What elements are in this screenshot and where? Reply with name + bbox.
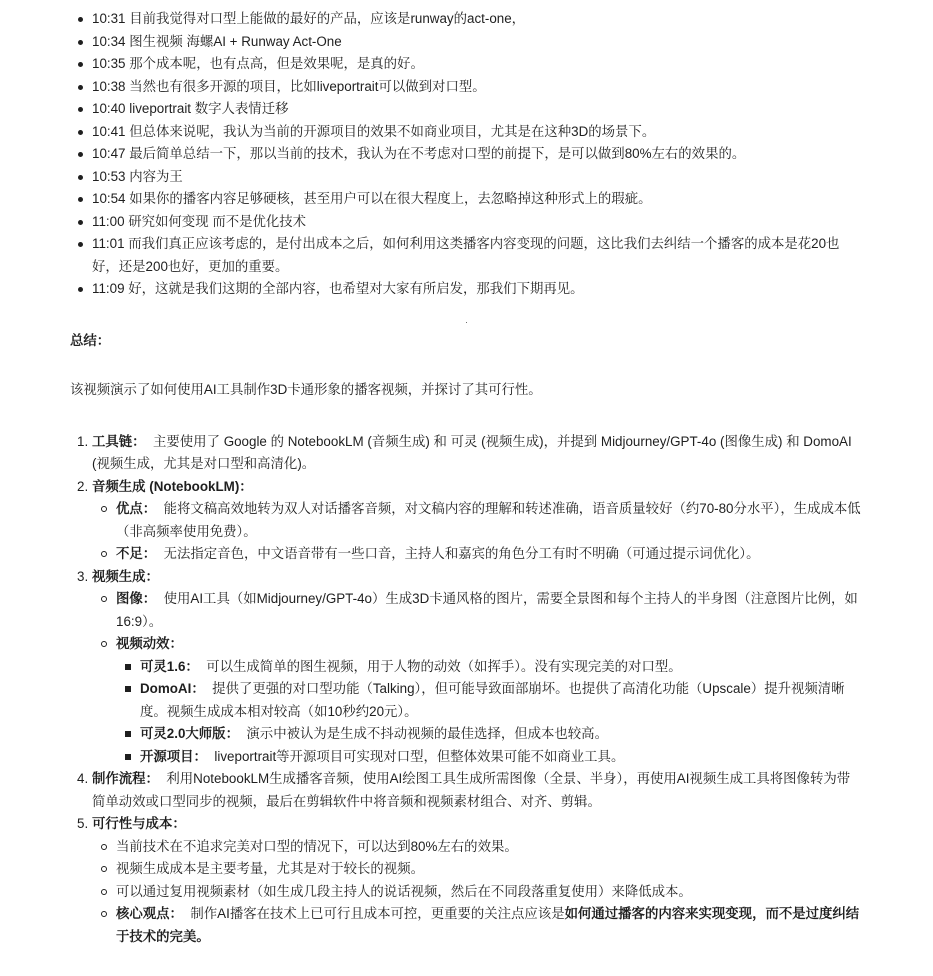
- sub-text: 制作AI播客在技术上已可行且成本可控，更重要的关注点应该是: [190, 906, 565, 921]
- timeline-text: 好，这就是我们这期的全部内容，也希望对大家有所启发，那我们下期再见。: [128, 281, 584, 296]
- list-number: 1.: [77, 433, 89, 449]
- list-item: [77, 813, 863, 948]
- timeline-item: [92, 166, 863, 189]
- sub-label: 图像：: [116, 591, 157, 606]
- sub-text: 视频生成成本是主要考量，尤其是对于较长的视频。: [116, 861, 424, 876]
- summary-heading: 总结：: [70, 332, 111, 348]
- timeline-item: [92, 53, 863, 76]
- item-text: 主要使用了 Google 的 NotebookLM (音频生成) 和 可灵 (视频生成)，并提到 Midjourney/GPT-4o (图像生成) 和 DomoAI (视频生成，尤其是对口型和高清化)。: [92, 433, 852, 471]
- timeline-text: 最后简单总结一下，那以当前的技术，我认为在不考虑对口型的前提下，是可以做到80%左右的效果的。: [129, 146, 746, 161]
- list-number: 3.: [77, 568, 89, 584]
- list-item: [77, 431, 863, 476]
- subsub-item: [140, 678, 863, 723]
- sub-label: 不足：: [116, 546, 157, 561]
- list-number: 5.: [77, 816, 89, 831]
- timestamp: 10:47: [92, 146, 126, 161]
- timestamp: 10:53: [92, 168, 126, 184]
- subsub-text: liveportrait等开源项目可实现对口型，但整体效果可能不如商业工具。: [214, 748, 625, 764]
- item-label: 可行性与成本：: [92, 816, 186, 831]
- subsub-item: [140, 656, 863, 679]
- timeline-text: 那个成本呢，也有点高，但是效果呢，是真的好。: [129, 56, 424, 71]
- sub-bold-text: 如何通过播客的内容来实现变现，而不是过度纠结于技术的完美。: [116, 906, 860, 944]
- timeline-item: [92, 211, 863, 234]
- separator-dot: .: [465, 314, 468, 325]
- item-label: 工具链：: [92, 433, 146, 449]
- sub-label: 优点：: [116, 501, 157, 516]
- timestamp: 11:00: [92, 213, 125, 229]
- timestamp: 10:31: [92, 11, 126, 26]
- sub-label: 核心观点：: [116, 906, 183, 921]
- sub-text: 使用AI工具（如Midjourney/GPT-4o）生成3D卡通风格的图片，需要全景图和每个主持人的半身图（注意图片比例，如16:9）。: [116, 591, 858, 629]
- item-label: 视频生成：: [92, 568, 159, 584]
- timeline-item: [92, 278, 863, 301]
- list-item: [77, 476, 863, 566]
- timeline-item: [92, 98, 863, 121]
- sub-label: 视频动效：: [116, 636, 183, 651]
- sub-item: [116, 588, 863, 633]
- timestamp: 10:41: [92, 123, 126, 139]
- subsub-item: [140, 746, 863, 769]
- list-item: [77, 768, 863, 813]
- sub-list: [92, 498, 863, 566]
- summary-intro: 该视频演示了如何使用AI工具制作3D卡通形象的播客视频，并探讨了其可行性。: [70, 382, 542, 397]
- sub-text: 当前技术在不追求完美对口型的情况下，可以达到80%左右的效果。: [116, 838, 518, 854]
- sub-item: [116, 836, 863, 859]
- sub-item: [116, 633, 863, 768]
- sub-text: 能将文稿高效地转为双人对话播客音频，对文稿内容的理解和转述准确，语音质量较好（约70-80分水平），生成成本低（非高频率使用免费）。: [116, 501, 861, 539]
- timeline-text: 但总体来说呢，我认为当前的开源项目的效果不如商业项目，尤其是在这种3D的场景下。: [129, 123, 656, 139]
- timeline-item: [92, 76, 863, 99]
- timeline-text: 如果你的播客内容足够硬核，甚至用户可以在很大程度上，去忽略掉这种形式上的瑕疵。: [129, 191, 652, 206]
- timestamp: 10:34: [92, 33, 126, 49]
- sub-item: [116, 498, 863, 543]
- sub-item: [116, 881, 863, 904]
- subsub-label: 可灵1.6：: [140, 658, 199, 674]
- timeline-item: [92, 121, 863, 144]
- timeline-list: [70, 8, 863, 301]
- subsub-label: 开源项目：: [140, 748, 207, 764]
- timestamp: 11:01: [92, 236, 125, 251]
- timeline-item: [92, 188, 863, 211]
- timestamp: 10:54: [92, 191, 126, 206]
- subsub-list: [116, 656, 863, 769]
- subsub-text: 可以生成简单的图生视频，用于人物的动效（如挥手）。没有实现完美的对口型。: [206, 658, 682, 674]
- sub-item: [116, 543, 863, 566]
- subsub-text: 演示中被认为是生成不抖动视频的最佳选择，但成本也较高。: [246, 726, 608, 741]
- subsub-text: 提供了更强的对口型功能（Talking），但可能导致面部崩坏。也提供了高清化功能（Upscale）提升视频清晰度。视频生成成本相对较高（如10秒约20元）。: [140, 681, 845, 719]
- timeline-text: 而我们真正应该考虑的，是付出成本之后，如何利用这类播客内容变现的问题，这比我们去纠结一个播客的成本是花20也好，还是200也好，更加的重要。: [92, 236, 840, 274]
- sub-list: [92, 588, 863, 768]
- item-text: 利用NotebookLM生成播客音频，使用AI绘图工具生成所需图像（全景、半身），再使用AI视频生成工具将图像转为带简单动效或口型同步的视频，最后在剪辑软件中将音频和视频素材组合、对齐、剪辑。: [92, 771, 851, 809]
- timeline-item: [92, 31, 863, 54]
- timestamp: 10:38: [92, 78, 126, 94]
- list-item: [77, 566, 863, 769]
- sub-list: [92, 836, 863, 949]
- list-number: 2.: [77, 478, 89, 494]
- sub-text: 可以通过复用视频素材（如生成几段主持人的说话视频，然后在不同段落重复使用）来降低成本。: [116, 883, 692, 899]
- sub-item: [116, 903, 863, 948]
- item-label: 制作流程：: [92, 771, 159, 786]
- timeline-item: [92, 8, 863, 31]
- list-number: 4.: [77, 771, 89, 786]
- subsub-label: DomoAI：: [140, 681, 205, 696]
- timeline-text: liveportrait 数字人表情迁移: [129, 101, 289, 116]
- sub-item: [116, 858, 863, 881]
- subsub-item: [140, 723, 863, 746]
- timeline-text: 研究如何变现 而不是优化技术: [128, 213, 307, 229]
- timestamp: 10:40: [92, 101, 126, 116]
- timeline-text: 图生视频 海螺AI + Runway Act-One: [129, 33, 342, 49]
- sub-text: 无法指定音色，中文语音带有一些口音，主持人和嘉宾的角色分工有时不明确（可通过提示词优化）。: [163, 546, 760, 561]
- timeline-item: [92, 143, 863, 166]
- subsub-label: 可灵2.0大师版：: [140, 726, 239, 741]
- timeline-text: 内容为王: [129, 168, 183, 184]
- timestamp: 11:09: [92, 281, 125, 296]
- timeline-text: 当然也有很多开源的项目，比如liveportrait可以做到对口型。: [129, 78, 486, 94]
- item-label: 音频生成 (NotebookLM)：: [92, 478, 253, 494]
- timeline-item: [92, 233, 863, 278]
- timeline-text: 目前我觉得对口型上能做的最好的产品，应该是runway的act-one，: [129, 11, 526, 26]
- summary-list: [70, 431, 863, 949]
- timestamp: 10:35: [92, 56, 126, 71]
